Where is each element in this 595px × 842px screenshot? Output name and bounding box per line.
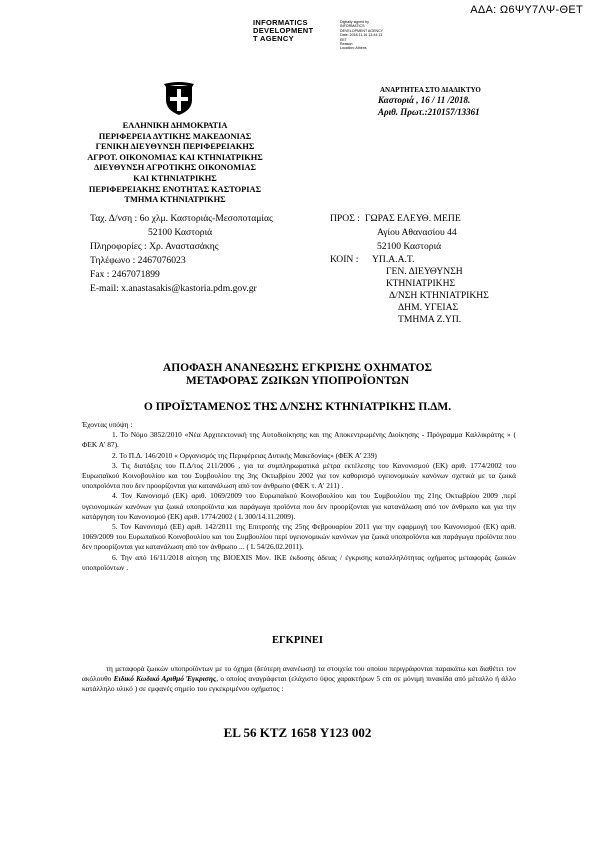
considering-label: Έχοντας υπόψη : [82, 420, 133, 429]
approves-heading: ΕΓΚΡΙΝΕΙ [271, 635, 324, 646]
consideration-item: 6. Την από 16/11/2018 αίτηση της BIOEXIS Μον. ΙΚΕ έκδοσης άδειας / έγκρισης καταλληλότητας οχήματος μεταφοράς ζωικών υποπροϊόντων . [82, 552, 516, 572]
cc-label: ΚΟΙΝ : [330, 254, 359, 265]
document-date: Καστοριά , 16 / 11 /2018. [378, 95, 471, 105]
approval-paragraph: τη μεταφορά ζωικών υποπροϊόντων με το όχημα (δεύτερη ανανέωση) τα στοιχεία του οποίου περιγράφονται παρακάτω και διαθέτει τον ακόλουθο Ειδικό Κωδικό Αριθμό Έγκρισης, ο οποίος αναγράφεται (ελάχιστο ύψος χαρακτήρων 5 cm σε μόνιμη πινακίδα από μέταλλο ή άλλο κατάλληλο υλικό ) σε εμφανές σημείο του εγκεκριμένου οχήματος : [82, 664, 517, 694]
sender-city: 52100 Καστοριά [148, 227, 213, 238]
recipient-details [365, 212, 461, 254]
consideration-item: 5. Τον Κανονισμό (ΕΕ) αριθ. 142/2011 της Επιτροπής της 25ης Φεβρουαρίου 2011 για την εφαρμογή του Κανονισμού (ΕΚ) αριθ. 1069/2009 του Ευρωπαϊκού Κοινοβουλίου και του Συμβουλίου περί υγειονομικών κανόνων για ζωικά υποπροϊόντα και παράγωγα προϊόντα που δεν προορίζονται για κατανάλωση από τον άνθρωπο ... ( L 54/26.02.2011). [82, 522, 516, 552]
signature-stamp-details: Digitally signed by INFORMATICS DEVELOPMENT AGENCY Date: 2018.11.16 13:44:13 EET Reason: Location: Athens [340, 20, 384, 51]
recipient-street: Αγίου Αθανασίου 44 [377, 227, 457, 238]
consideration-item: 1. Το Νόμο 3852/2010 «Νέα Αρχιτεκτονική της Αυτοδιοίκησης και της Αποκεντρωμένης Διοίκησης - Πρόγραμμα Καλλικράτης » ( ΦΕΚ Α' 87). [82, 430, 516, 450]
issuing-agency: ΕΛΛΗΝΙΚΗ ΔΗΜΟΚΡΑΤΙΑ ΠΕΡΙΦΕΡΕΙΑ ΔΥΤΙΚΗΣ ΜΑΚΕΔΟΝΙΑΣ ΓΕΝΙΚΗ ΔΙΕΥΘΥΝΣΗ ΠΕΡΙΦΕΡΕΙΑΚΗΣ ΑΓΡΟΤ. ΟΙΚΟΝΟΜΙΑΣ ΚΑΙ ΚΤΗΝΙΑΤΡΙΚΗΣ ΔΙΕΥΘΥΝΣΗ ΑΓΡΟΤΙΚΗΣ ΟΙΚΟΝΟΜΙΑΣ ΚΑΙ ΚΤΗΝΙΑΤΡΙΚΗΣ ΠΕΡΙΦΕΡΕΙΑΚΗΣ ΕΝΟΤΗΤΑΣ ΚΑΣΤΟΡΙΑΣ ΤΜΗΜΑ ΚΤΗΝΙΑΤΡΙΚΗΣ [87, 121, 263, 205]
document-title: ΑΠΟΦΑΣΗ ΑΝΑΝΕΩΣΗΣ ΕΓΚΡΙΣΗΣ ΟΧΗΜΑΤΟΣ ΜΕΤΑΦΟΡΑΣ ΖΩΙΚΩΝ ΥΠΟΠΡΟΪΟΝΤΩΝ [162, 362, 433, 387]
sender-phone: Τηλέφωνο : 2467076023 [90, 255, 186, 266]
approval-code-phrase: Ειδικό Κωδικό Αριθμό Έγκρισης [113, 674, 217, 684]
ada-code: ΑΔΑ: Ω6ΨΥ7ΛΨ-ΘΕΤ [470, 4, 583, 16]
considerations-section [82, 420, 516, 573]
authority-heading: Ο ΠΡΟΪΣΤΑΜΕΝΟΣ ΤΗΣ Δ/ΝΣΗΣ ΚΤΗΝΙΑΤΡΙΚΗΣ Π.ΔΜ. [143, 401, 452, 413]
sender-fax: Fax : 2467071899 [90, 269, 160, 280]
recipient-label: ΠΡΟΣ : [330, 213, 360, 224]
sender-details [90, 212, 273, 296]
recipient-name: ΓΩΡΑΣ ΕΛΕΥΘ. ΜΕΠΕ [365, 213, 461, 224]
sender-email: E-mail: x.anastasakis@kastoria.pdm.gov.gr [90, 283, 257, 294]
publish-online-label: ΑΝΑΡΤΗΤΕΑ ΣΤΟ ΔΙΑΔΙΚΤΥΟ [380, 86, 481, 94]
consideration-item: 4. Τον Κανονισμό (ΕΚ) αριθ. 1069/2009 του Ευρωπαϊκού Κοινοβουλίου και του Συμβουλίου της 21ης Οκτωβρίου 2009 ,περί υγειονομικών κανόνων για ζωικά υποπροϊόντα και παράγωγα προϊόντα που δεν προορίζονται για κατανάλωση από τον άνθρωπο και για την κατάργηση του Κανονισμού (ΕΚ) αριθ. 1774/2002 ( L 300/14.11.2009). [82, 491, 516, 521]
cc-recipients: ΥΠ.Α.Α.Τ. ΓΕΝ. ΔΙΕΥΘΥΝΣΗ ΚΤΗΝΙΑΤΡΙΚΗΣ Δ/ΝΣΗ ΚΤΗΝΙΑΤΡΙΚΗΣ ΔΗΜ. ΥΓΕΙΑΣ ΤΜΗΜΑ Ζ.ΥΠ. [372, 254, 489, 325]
consideration-item: 3. Τις διατάξεις του Π.Δ/τος 211/2006 , για τα συμπληρωματικά μέτρα εκτέλεσης του Κανονισμού (ΕΚ) αριθ. 1774/2002 του Ευρωπαϊκού Κοινοβουλίου και του Συμβουλίου της 3ης Οκτωβρίου 2002 για τον καθορισμό υγειονομικών κανόνων σχετικά με τα ζωικά υποπροϊόντα που δεν προορίζονται για κατανάλωση από τον άνθρωπο (ΦΕΚ τ. Α' 211) . [82, 460, 516, 491]
protocol-number: Αριθ. Πρωτ.:210157/13361 [378, 107, 480, 117]
sender-info: Πληροφορίες : Χρ. Αναστασάκης [90, 241, 219, 252]
greek-state-emblem-icon [164, 82, 194, 116]
sender-address: Ταχ. Δ/νση : 6ο χλμ. Καστοριάς-Μεσοποταμίας [90, 213, 273, 224]
vehicle-approval-code: EL 56 KTZ 1658 Υ123 002 [223, 725, 372, 740]
signature-stamp-label: INFORMATICS DEVELOPMENT T AGENCY [253, 18, 314, 43]
recipient-city: 52100 Καστοριά [377, 241, 442, 252]
consideration-item: 2. Το Π.Δ. 146/2010 « Οργανισμός της Περιφέρειας Δυτικής Μακεδονίας» (ΦΕΚ Α' 239) [112, 450, 377, 460]
